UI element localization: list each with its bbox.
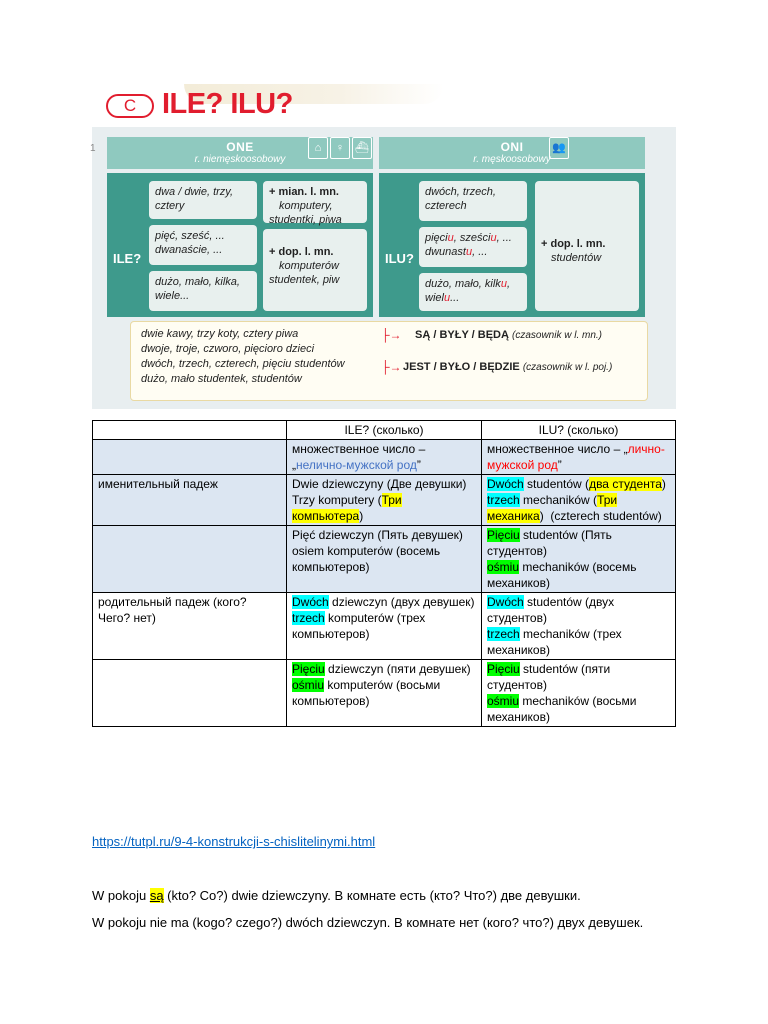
row-label-nominative: именительный падеж	[93, 475, 287, 526]
ile-note-nom: + mian. l. mn. komputery, studentki, piwa	[263, 181, 367, 223]
ilu-block	[379, 173, 645, 317]
summary-box: dwie kawy, trzy koty, cztery piwa dwoje, troje, czworo, pięcioro dzieci dwóch, trzech, czterech, pięciu studentów dużo, mało studentek, studentów ├→ ├→ SĄ / BYŁY / BĘDĄ (czasownik w l. mn.) JEST / BYŁO / BĘDZIE (czasownik w l. poj.)	[130, 321, 648, 401]
source-link[interactable]: https://tutpl.ru/9-4-konstrukcji-s-chislitelinymi.html	[92, 834, 376, 849]
arrow-icon: ├→	[381, 360, 402, 374]
ile-block	[107, 173, 373, 317]
people-icon: 👥	[549, 137, 569, 159]
cell-gen-ile: Dwóch dziewczyn (двух девушек) trzech komputerów (трех компьютеров)	[287, 593, 482, 660]
ile-cell-3: dużo, mało, kilka, wiele...	[149, 271, 257, 311]
cell-gen-ilu-2: Pięciu studentów (пяти студентов) ośmiu mechaników (восьми механиков)	[482, 660, 676, 727]
table-header-cell	[93, 421, 287, 440]
row-label-genitive: родительный падеж (кого? Чего? нет)	[93, 593, 287, 660]
ilu-cell-2: pięciu, sześciu, ... dwunastu, ...	[419, 227, 527, 267]
cell-nom-ile-2: Pięć dziewczyn (Пять девушек) osiem komputerów (восемь компьютеров)	[287, 526, 482, 593]
ilu-cell-3: dużo, mało, kilku, wielu...	[419, 273, 527, 311]
section-title: ILE? ILU?	[162, 88, 293, 120]
woman-icon: ♀	[330, 137, 350, 159]
ile-note-gen: + dop. l. mn. komputerów studentek, piw	[263, 229, 367, 311]
verb-plural: SĄ / BYŁY / BĘDĄ (czasownik w l. mn.)	[415, 329, 603, 341]
table-header-ilu: ILU? (сколько)	[482, 421, 676, 440]
ilu-cell-1: dwóch, trzech, czterech	[419, 181, 527, 221]
ile-label: ILE?	[113, 251, 142, 266]
cell-gen-ilu: Dwóch studentów (двух студентов) trzech mechaników (трех механиков)	[482, 593, 676, 660]
ile-cell-2: pięć, sześć, ... dwanaście, ...	[149, 225, 257, 265]
numerals-table	[92, 420, 676, 727]
table-header-ile: ILE? (сколько)	[287, 421, 482, 440]
example-paragraph-2: W pokoju nie ma (kogo? czego?) dwóch dziewczyn. В комнате нет (кого? что?) двух девушек.	[92, 915, 644, 930]
subheader-ile: множественное число – „нелично-мужской род”	[287, 440, 482, 475]
header-oni: ONI r. męskoosobowy	[379, 137, 645, 169]
ship-icon: ⛴	[352, 137, 372, 159]
ilu-note-gen: + dop. l. mn. studentów	[535, 181, 639, 311]
house-icon: ⌂	[308, 137, 328, 159]
subheader-ilu: множественное число – „лично-мужской род”	[482, 440, 676, 475]
ilu-label: ILU?	[385, 251, 414, 266]
ile-cell-1: dwa / dwie, trzy, cztery	[149, 181, 257, 219]
section-badge: C	[106, 94, 154, 118]
header-one: ONE r. niemęskoosobowy	[107, 137, 373, 169]
cell-nom-ilu-2: Pięciu studentów (Пять студентов) ośmiu mechaników (восемь механиков)	[482, 526, 676, 593]
example-paragraph-1: W pokoju są (kto? Co?) dwie dziewczyny. В комнате есть (кто? Что?) две девушки.	[92, 888, 581, 903]
arrow-icon: ├→	[381, 328, 402, 342]
verb-singular: JEST / BYŁO / BĘDZIE (czasownik w l. poj.)	[403, 361, 613, 373]
cell-nom-ilu: Dwóch studentów (два студента) trzech mechaników (Три механика) (czterech studentów)	[482, 475, 676, 526]
grammar-panel: 1 ONE r. niemęskoosobowy ⌂ ♀ ⛴ ONI r. męskoosobowy 👥 ILE? dwa / dwie, trzy, cztery pięć, sześć, ... dwanaście, ... dużo, mało, kilka, wiele... + mian. l. mn. komputery, studentki, piwa + dop. l. mn. komputerów studentek, piw ILU? dwóch, trzech, czterech pięciu, sześciu, ... dwunastu, ... dużo, mało, kilku, wielu... + dop. l. mn. studentów dwie kawy, trzy koty, cztery piwa dwoje, troje, czworo, pięcioro dzieci dwóch, trzech, czterech, pięciu studentów dużo, mało studentek, studentów ├→ ├→ SĄ / BYŁY / BĘDĄ (czasownik w l. mn.) JEST / BYŁO / BĘDZIE (czasownik w l. poj.)	[92, 127, 676, 409]
cell-nom-ile: Dwie dziewczyny (Две девушки) Trzy komputery (Три компьютера)	[287, 475, 482, 526]
cell-gen-ile-2: Pięciu dziewczyn (пяти девушек) ośmiu komputerów (восьми компьютеров)	[287, 660, 482, 727]
